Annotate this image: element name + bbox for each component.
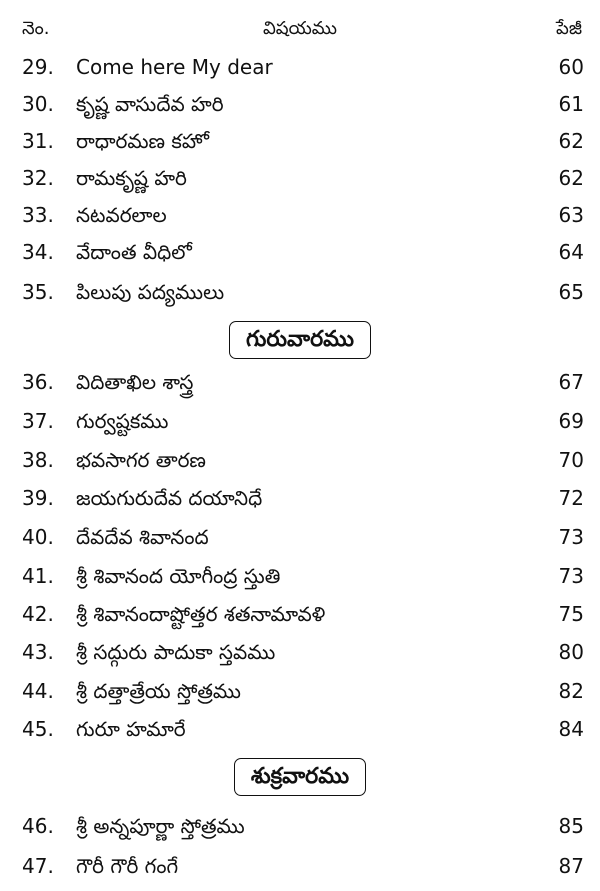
entry-title: శ్రీ సద్గురు పాదుకా స్తవము	[76, 640, 276, 664]
entry-page: 69	[558, 409, 584, 433]
section-heading	[0, 758, 600, 796]
entry-title: జయగురుదేవ దయానిధే	[76, 486, 263, 510]
entry-title: నటవరలాల	[76, 203, 167, 227]
entry-page: 62	[558, 129, 584, 153]
entry-title: శ్రీ శివానందాష్టోత్తర శతనామావళి	[76, 602, 326, 626]
header-number: నెం.	[22, 18, 50, 39]
toc-row	[0, 711, 600, 747]
entry-title: వేదాంత వీధిలో	[76, 240, 192, 264]
toc-row	[0, 673, 600, 709]
entry-number: 35.	[22, 280, 54, 304]
entry-number: 41.	[22, 564, 54, 588]
header-page: పేజీ	[556, 18, 582, 39]
toc-row	[0, 86, 600, 122]
entry-title: శ్రీ శివానంద యోగీంద్ర స్తుతి	[76, 564, 281, 588]
entry-page: 60	[558, 55, 584, 79]
entry-number: 29.	[22, 55, 54, 79]
entry-page: 63	[558, 203, 584, 227]
entry-number: 40.	[22, 525, 54, 549]
section-heading	[0, 321, 600, 359]
toc-row	[0, 442, 600, 478]
entry-number: 34.	[22, 240, 54, 264]
entry-number: 31.	[22, 129, 54, 153]
entry-number: 32.	[22, 166, 54, 190]
entry-title: పిలుపు పద్యములు	[76, 280, 225, 304]
entry-number: 33.	[22, 203, 54, 227]
entry-page: 62	[558, 166, 584, 190]
toc-row	[0, 160, 600, 196]
entry-page: 73	[558, 525, 584, 549]
entry-page: 73	[558, 564, 584, 588]
entry-title: రామకృష్ణ హరి	[76, 166, 187, 190]
section-title: గురువారము	[229, 321, 371, 359]
entry-page: 64	[558, 240, 584, 264]
toc-row	[0, 480, 600, 516]
entry-page: 72	[558, 486, 584, 510]
toc-row	[0, 558, 600, 594]
entry-number: 47.	[22, 854, 54, 878]
toc-row	[0, 234, 600, 270]
toc-row	[0, 634, 600, 670]
entry-title: కృష్ణ వాసుదేవ హరి	[76, 92, 224, 116]
entry-number: 43.	[22, 640, 54, 664]
toc-row	[0, 49, 600, 85]
entry-title: Come here My dear	[76, 55, 273, 79]
toc-row	[0, 596, 600, 632]
entry-page: 67	[558, 370, 584, 394]
entry-title: భవసాగర తారణ	[76, 448, 206, 472]
entry-number: 42.	[22, 602, 54, 626]
entry-page: 85	[558, 814, 584, 838]
entry-title: శ్రీ దత్తాత్రేయ స్తోత్రము	[76, 679, 241, 703]
toc-row	[0, 519, 600, 555]
toc-row	[0, 403, 600, 439]
entry-title: విదితాఖిల శాస్త్ర	[76, 370, 194, 394]
entry-number: 37.	[22, 409, 54, 433]
toc-row	[0, 197, 600, 233]
toc-row	[0, 808, 600, 844]
entry-number: 46.	[22, 814, 54, 838]
entry-page: 84	[558, 717, 584, 741]
entry-title: దేవదేవ శివానంద	[76, 525, 209, 549]
entry-title: గౌరీ గౌరీ గంగే	[76, 854, 179, 878]
entry-title: గురూ హమారే	[76, 717, 186, 741]
entry-page: 82	[558, 679, 584, 703]
header-subject: విషయము	[262, 18, 338, 39]
entry-page: 80	[558, 640, 584, 664]
toc-row	[0, 123, 600, 159]
entry-number: 30.	[22, 92, 54, 116]
entry-number: 44.	[22, 679, 54, 703]
toc-row	[0, 274, 600, 310]
toc-row	[0, 848, 600, 884]
entry-page: 65	[558, 280, 584, 304]
toc-row	[0, 364, 600, 400]
entry-title: గుర్వష్టకము	[76, 409, 169, 433]
entry-title: శ్రీ అన్నపూర్ణా స్తోత్రము	[76, 814, 245, 838]
entry-title: రాధారమణ కహో	[76, 129, 209, 153]
table-header	[0, 18, 600, 44]
section-title: శుక్రవారము	[234, 758, 366, 796]
entry-number: 45.	[22, 717, 54, 741]
entry-number: 39.	[22, 486, 54, 510]
entry-number: 36.	[22, 370, 54, 394]
entry-page: 87	[558, 854, 584, 878]
entry-page: 61	[558, 92, 584, 116]
entry-page: 70	[558, 448, 584, 472]
entry-number: 38.	[22, 448, 54, 472]
entry-page: 75	[558, 602, 584, 626]
